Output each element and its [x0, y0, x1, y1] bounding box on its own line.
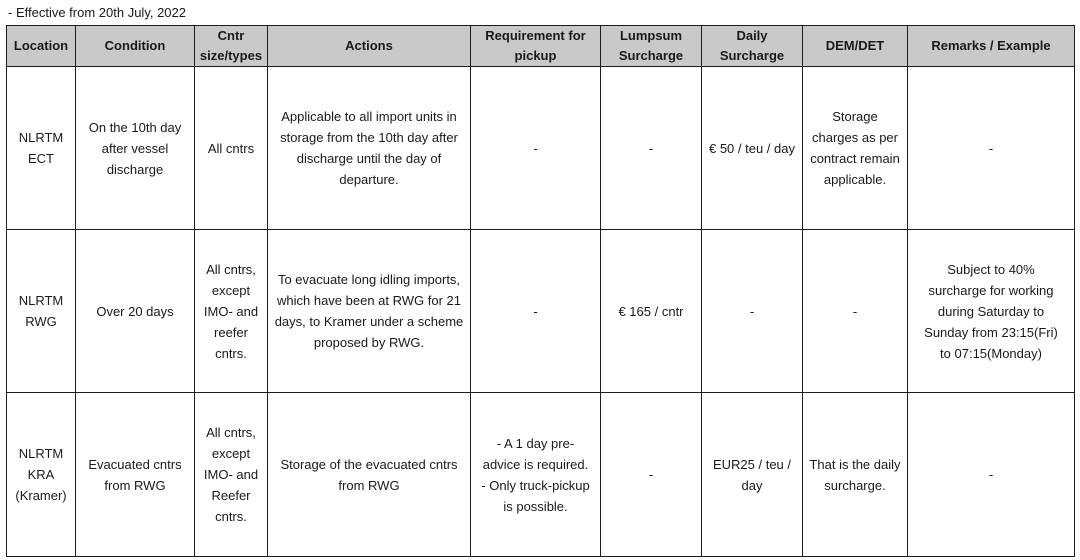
header-cntr-size-types: Cntr size/types [195, 26, 268, 67]
cell-lumpsum-surcharge: € 165 / cntr [601, 230, 702, 393]
cell-cntr-size-types: All cntrs [195, 67, 268, 230]
table-row [7, 393, 1075, 557]
cell-actions: To evacuate long idling imports, which have been at RWG for 21 days, to Kramer under a scheme proposed by RWG. [268, 230, 471, 393]
header-actions: Actions [268, 26, 471, 67]
cell-dem-det: Storage charges as per contract remain applicable. [803, 67, 908, 230]
cell-condition: Evacuated cntrs from RWG [76, 393, 195, 557]
cell-dem-det: That is the daily surcharge. [803, 393, 908, 557]
cell-requirement-for-pickup: - [471, 230, 601, 393]
cell-lumpsum-surcharge: - [601, 393, 702, 557]
header-remarks-example: Remarks / Example [908, 26, 1075, 67]
table-row [7, 67, 1075, 230]
cell-condition: Over 20 days [76, 230, 195, 393]
cell-lumpsum-surcharge: - [601, 67, 702, 230]
effective-date-note: - Effective from 20th July, 2022 [8, 5, 186, 20]
header-condition: Condition [76, 26, 195, 67]
table-header-row [7, 26, 1075, 67]
cell-location: NLRTM KRA (Kramer) [7, 393, 76, 557]
header-location: Location [7, 26, 76, 67]
cell-remarks-example: - [908, 67, 1075, 230]
cell-dem-det: - [803, 230, 908, 393]
header-requirement-for-pickup: Requirement for pickup [471, 26, 601, 67]
cell-location: NLRTM RWG [7, 230, 76, 393]
cell-remarks-example: Subject to 40% surcharge for working during Saturday to Sunday from 23:15(Fri) to 07:15(Monday) [908, 230, 1075, 393]
cell-daily-surcharge: EUR25 / teu / day [702, 393, 803, 557]
header-lumpsum-surcharge: Lumpsum Surcharge [601, 26, 702, 67]
cell-cntr-size-types: All cntrs, except IMO- and reefer cntrs. [195, 230, 268, 393]
cell-actions: Applicable to all import units in storage from the 10th day after discharge until the day of departure. [268, 67, 471, 230]
header-dem-det: DEM/DET [803, 26, 908, 67]
cell-condition: On the 10th day after vessel discharge [76, 67, 195, 230]
cell-daily-surcharge: € 50 / teu / day [702, 67, 803, 230]
cell-daily-surcharge: - [702, 230, 803, 393]
table-row [7, 230, 1075, 393]
cell-requirement-for-pickup: - [471, 67, 601, 230]
cell-requirement-for-pickup: - A 1 day pre- advice is required. - Only truck-pickup is possible. [471, 393, 601, 557]
storage-surcharge-table [6, 25, 1075, 557]
cell-remarks-example: - [908, 393, 1075, 557]
cell-location: NLRTM ECT [7, 67, 76, 230]
cell-cntr-size-types: All cntrs, except IMO- and Reefer cntrs. [195, 393, 268, 557]
cell-actions: Storage of the evacuated cntrs from RWG [268, 393, 471, 557]
header-daily-surcharge: Daily Surcharge [702, 26, 803, 67]
